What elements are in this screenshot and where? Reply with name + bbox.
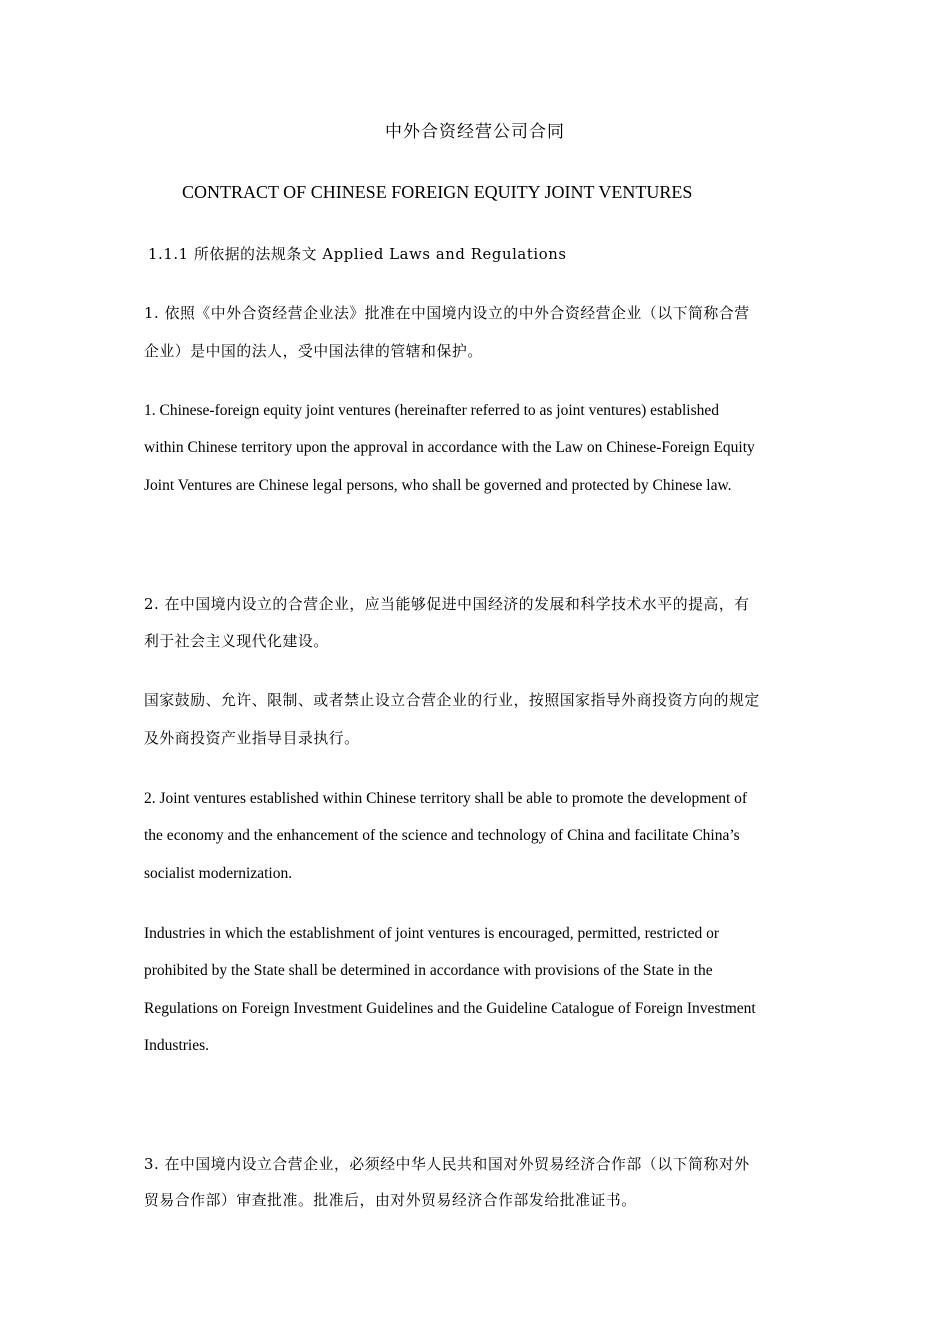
- para2-cn-line-2: 利于社会主义现代化建设。: [144, 633, 329, 650]
- para1-en-line-2: within Chinese territory upon the approval in accordance with the Law on Chinese-Foreign Equity: [144, 439, 755, 456]
- para2-en-line-1: 2. Joint ventures established within Chinese territory shall be able to promote the development of: [144, 790, 748, 807]
- para3-cn-line-2: 贸易合作部）审查批准。批准后，由对外贸易经济合作部发给批准证书。: [144, 1192, 637, 1209]
- para1-en-line-3: Joint Ventures are Chinese legal persons, who shall be governed and protected by Chinese law.: [144, 477, 732, 494]
- para2-cn-line-1: 2. 在中国境内设立的合营企业，应当能够促进中国经济的发展和科学技术水平的提高，有: [144, 596, 750, 613]
- section-heading: 1.1.1 所依据的法规条文 Applied Laws and Regulations: [148, 246, 567, 263]
- para1-cn-line-1: 1. 依照《中外合资经营企业法》批准在中国境内设立的中外合资经营企业（以下简称合营: [144, 305, 750, 322]
- para2b-en-line-1: Industries in which the establishment of joint ventures is encouraged, permitted, restricted or: [144, 925, 720, 942]
- para3-cn-line-1: 3. 在中国境内设立合营企业，必须经中华人民共和国对外贸易经济合作部（以下简称对外: [144, 1156, 750, 1173]
- document-title-en: CONTRACT OF CHINESE FOREIGN EQUITY JOINT VENTURES: [182, 182, 693, 202]
- para1-cn-line-2: 企业）是中国的法人，受中国法律的管辖和保护。: [144, 343, 483, 360]
- para2b-en-line-3: Regulations on Foreign Investment Guidelines and the Guideline Catalogue of Foreign Investment: [144, 1000, 756, 1017]
- para2-en-line-3: socialist modernization.: [144, 865, 293, 882]
- para2-en-line-2: the economy and the enhancement of the science and technology of China and facilitate China’s: [144, 827, 740, 844]
- para2b-en-line-2: prohibited by the State shall be determined in accordance with provisions of the State in the: [144, 962, 713, 979]
- para1-en-line-1: 1. Chinese-foreign equity joint ventures (hereinafter referred to as joint ventures) established: [144, 402, 720, 419]
- para2b-cn-line-2: 及外商投资产业指导目录执行。: [144, 730, 360, 747]
- para2b-cn-line-1: 国家鼓励、允许、限制、或者禁止设立合营企业的行业，按照国家指导外商投资方向的规定: [144, 692, 760, 709]
- para2b-en-line-4: Industries.: [144, 1037, 210, 1054]
- document-title-cn: 中外合资经营公司合同: [385, 122, 565, 142]
